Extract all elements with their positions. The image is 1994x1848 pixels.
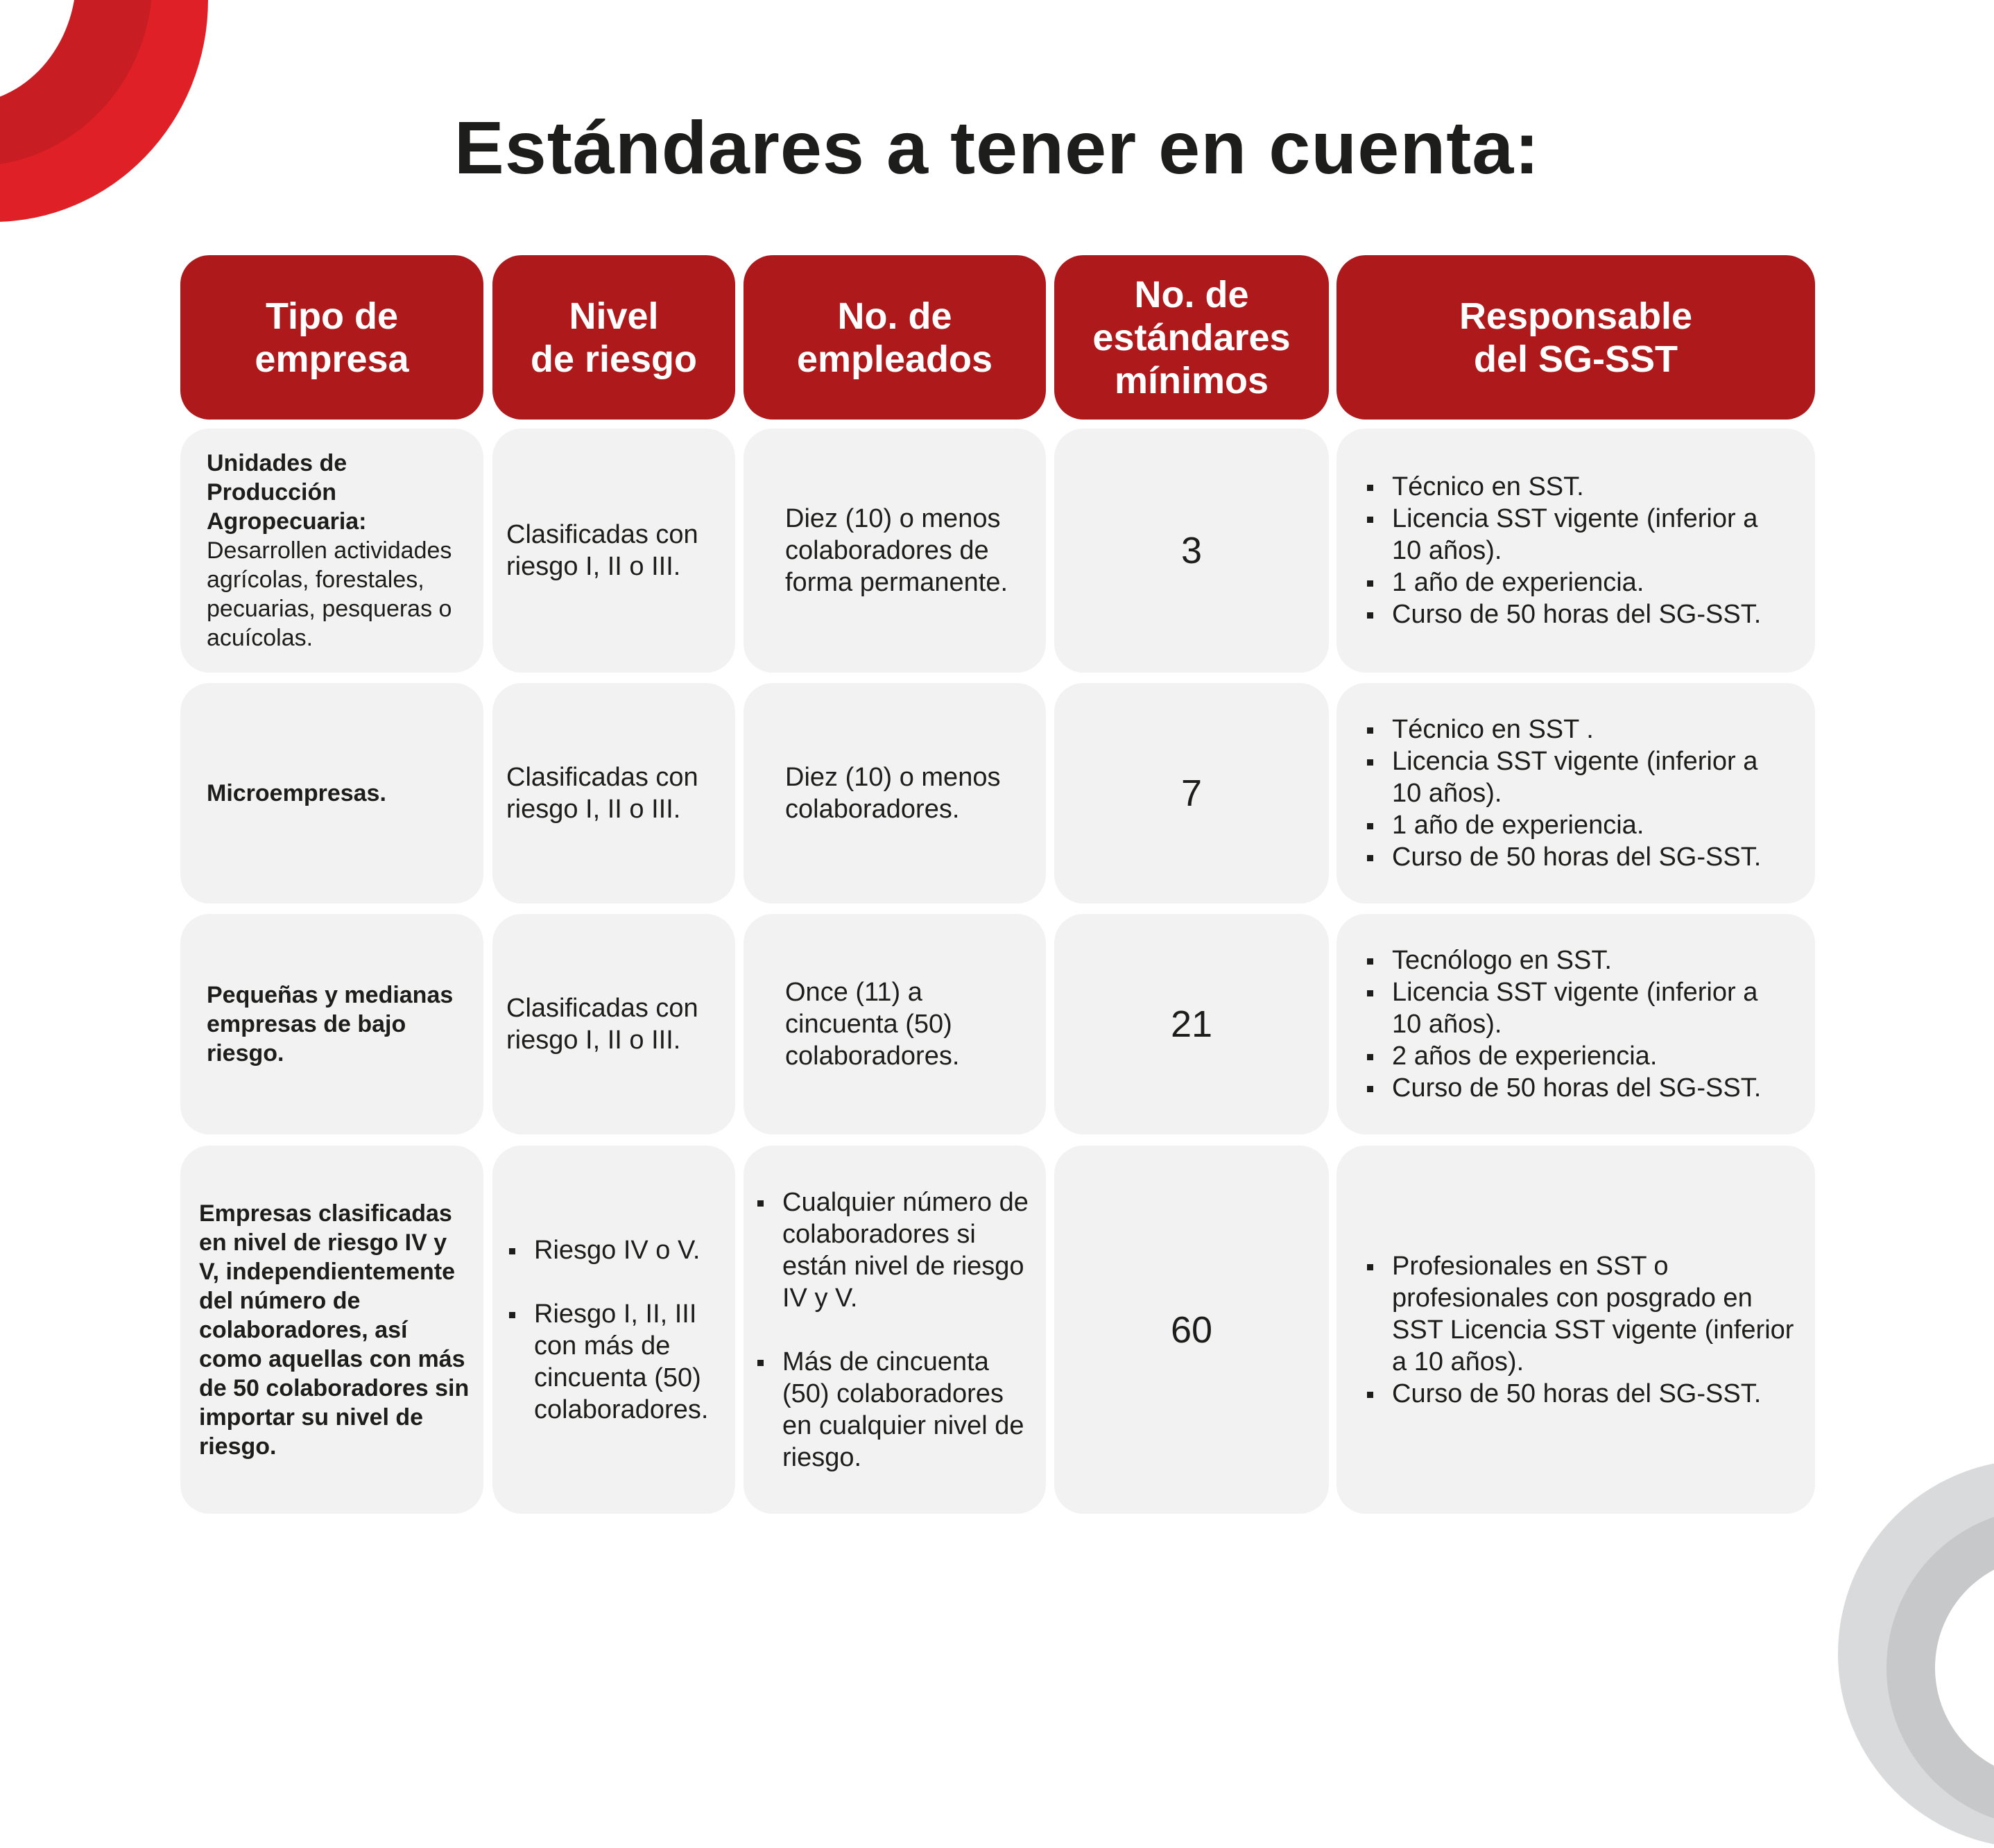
row4-tipo — [180, 1146, 483, 1514]
header-responsable — [1337, 255, 1815, 420]
row4-nivel — [492, 1146, 735, 1514]
estandares-value: 21 — [1170, 1003, 1213, 1045]
list-item: Profesionales en SST o profesionales con posgrado en SST Licencia SST vigente (inferior a 10 años). — [1364, 1250, 1794, 1378]
empleados-text: Once (11) a cincuenta (50) colaboradores. — [785, 978, 960, 1071]
tipo-bold: Unidades de Producción Agropecuaria: — [207, 450, 367, 535]
responsable-list — [1364, 1250, 1794, 1410]
list-item: Licencia SST vigente (inferior a 10 años). — [1364, 745, 1794, 809]
list-item: 1 año de experiencia. — [1364, 809, 1794, 841]
header-line: Nivel — [569, 295, 659, 337]
header-line: empresa — [255, 338, 409, 380]
estandares-value: 3 — [1180, 530, 1203, 571]
list-item: Licencia SST vigente (inferior a 10 años). — [1364, 976, 1794, 1040]
row2-estandares — [1054, 683, 1329, 904]
list-item: Licencia SST vigente (inferior a 10 años). — [1364, 503, 1794, 567]
row1-empleados — [744, 429, 1046, 673]
header-line: No. de — [837, 295, 952, 337]
list-item: 1 año de experiencia. — [1364, 567, 1794, 598]
list-item: Curso de 50 horas del SG-SST. — [1364, 1378, 1794, 1410]
row3-nivel — [492, 914, 735, 1134]
row1-tipo — [180, 429, 483, 673]
tipo-text: Desarrollen actividades agrícolas, forestales, pecuarias, pesqueras o acuícolas. — [207, 537, 452, 651]
tipo-bold: Empresas clasificadas en nivel de riesgo IV y V, independientemente del número de colaboradores, así como aquellas con más de 50 colaboradores sin importar su nivel de riesgo. — [199, 1200, 470, 1460]
row3-responsable — [1337, 914, 1815, 1134]
empleados-list — [755, 1186, 1036, 1474]
list-item: Tecnólogo en SST. — [1364, 944, 1794, 976]
header-no-estandares — [1054, 255, 1329, 420]
header-nivel-riesgo — [492, 255, 735, 420]
header-line: empleados — [796, 338, 993, 380]
row3-tipo — [180, 914, 483, 1134]
list-item: Curso de 50 horas del SG-SST. — [1364, 841, 1794, 873]
row2-nivel — [492, 683, 735, 904]
empleados-text: Diez (10) o menos colaboradores. — [785, 763, 1001, 824]
list-item: 2 años de experiencia. — [1364, 1040, 1794, 1072]
responsable-list — [1364, 944, 1794, 1104]
row4-responsable — [1337, 1146, 1815, 1514]
header-line: No. de — [1134, 273, 1249, 316]
header-tipo-empresa — [180, 255, 483, 420]
list-item: Curso de 50 horas del SG-SST. — [1364, 598, 1794, 630]
header-line: del SG-SST — [1473, 338, 1678, 380]
nivel-text: Clasificadas con riesgo I, II o III. — [506, 520, 698, 581]
header-line: Responsable — [1459, 295, 1693, 337]
row3-empleados — [744, 914, 1046, 1134]
list-item: Curso de 50 horas del SG-SST. — [1364, 1072, 1794, 1104]
header-no-empleados — [744, 255, 1046, 420]
list-item: Técnico en SST . — [1364, 714, 1794, 745]
row4-estandares — [1054, 1146, 1329, 1514]
list-item: Técnico en SST. — [1364, 471, 1794, 503]
nivel-text: Clasificadas con riesgo I, II o III. — [506, 763, 698, 824]
page-title: Estándares a tener en cuenta: — [454, 105, 1540, 189]
tipo-bold: Pequeñas y medianas empresas de bajo riesgo. — [207, 982, 454, 1067]
list-item: Riesgo I, II, III con más de cincuenta (50) colaboradores. — [506, 1298, 730, 1426]
responsable-list — [1364, 714, 1794, 873]
header-line: estándares — [1092, 316, 1291, 359]
header-line: de riesgo — [530, 338, 698, 380]
responsable-list — [1364, 471, 1794, 630]
header-line: Tipo de — [265, 295, 398, 337]
estandares-value: 60 — [1170, 1309, 1213, 1351]
empleados-text: Diez (10) o menos colaboradores de forma permanente. — [785, 504, 1008, 597]
header-line: mínimos — [1114, 359, 1269, 401]
row1-responsable — [1337, 429, 1815, 673]
row1-estandares — [1054, 429, 1329, 673]
tipo-bold: Microempresas. — [207, 780, 386, 806]
list-item: Riesgo IV o V. — [506, 1234, 730, 1266]
list-item: Cualquier número de colaboradores si están nivel de riesgo IV y V. — [755, 1186, 1036, 1314]
row2-empleados — [744, 683, 1046, 904]
row2-responsable — [1337, 683, 1815, 904]
list-item: Más de cincuenta (50) colaboradores en cualquier nivel de riesgo. — [755, 1346, 1036, 1474]
nivel-text: Clasificadas con riesgo I, II o III. — [506, 994, 698, 1055]
estandares-value: 7 — [1180, 772, 1203, 814]
row2-tipo — [180, 683, 483, 904]
nivel-list — [506, 1234, 730, 1426]
row3-estandares — [1054, 914, 1329, 1134]
row1-nivel — [492, 429, 735, 673]
row4-empleados — [744, 1146, 1046, 1514]
